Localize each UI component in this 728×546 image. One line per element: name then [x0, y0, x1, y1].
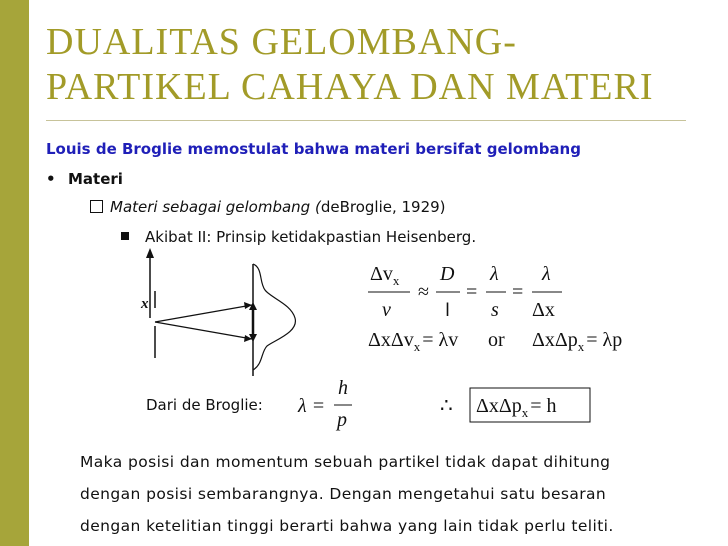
- eq-lambda-num: λ: [490, 263, 499, 285]
- broglie-h: h: [338, 377, 348, 399]
- eq-v-den: v: [382, 299, 391, 321]
- eq-l-den: l: [445, 300, 451, 321]
- ray-lower: [155, 322, 252, 339]
- checkbox-bullet-icon: [90, 200, 103, 213]
- title-line-1: DUALITAS GELOMBANG-: [46, 21, 517, 63]
- bullet-akibat: [121, 228, 476, 246]
- bullet-dot-icon: •: [46, 170, 56, 188]
- subtitle: Louis de Broglie memostulat bahwa materi bersifat gelombang: [46, 140, 581, 158]
- conclusion-paragraph: [80, 446, 720, 542]
- de-broglie-equation: [296, 376, 376, 436]
- slide-title: [46, 20, 726, 110]
- bullet2-italic-text: Materi sebagai gelombang (: [110, 198, 321, 216]
- ray-upper: [155, 305, 252, 322]
- axis-x-label: x: [141, 296, 149, 312]
- eq-approx: ≈: [418, 281, 429, 303]
- bullet3-text: Akibat II: Prinsip ketidakpastian Heisenberg.: [145, 228, 477, 246]
- eq-row2-left: ΔxΔv$_x$ = λv: [368, 329, 459, 354]
- intensity-curve: [253, 264, 295, 370]
- uncertainty-equations: [360, 258, 690, 358]
- title-divider: [46, 120, 686, 121]
- therefore-equation: [438, 382, 598, 428]
- bullet-materi-label: Materi: [68, 170, 123, 188]
- paragraph-line-1: Maka posisi dan momentum sebuah partikel tidak dapat dihitung: [80, 453, 611, 471]
- eq-s-den: s: [491, 299, 499, 321]
- therefore-symbol: ∴: [440, 395, 453, 417]
- eq-row2-or: or: [488, 329, 505, 351]
- square-bullet-icon: [121, 232, 129, 240]
- dari-de-broglie-label: Dari de Broglie:: [146, 396, 263, 414]
- eq-equals-2: =: [512, 281, 524, 303]
- bullet-materi-gelombang: [90, 198, 446, 216]
- broglie-p: p: [337, 409, 347, 431]
- paragraph-line-3: dengan ketelitian tinggi berarti bahwa yang lain tidak perlu teliti.: [80, 517, 614, 535]
- bullet-materi: [46, 170, 123, 188]
- eq-row2-right: ΔxΔp$_x$ = λp: [532, 329, 623, 354]
- axis-arrowhead-icon: [146, 248, 154, 258]
- diffraction-diagram: [135, 246, 335, 376]
- eq-dv-num: $\Delta v_x$: [370, 263, 400, 288]
- broglie-lambda-eq: λ =: [298, 395, 326, 417]
- bullet2-text: deBroglie, 1929): [320, 198, 446, 216]
- therefore-boxed-expr: ΔxΔp$_x$ = h: [476, 395, 557, 420]
- eq-d-num: D: [440, 263, 455, 285]
- title-line-2: PARTIKEL CAHAYA DAN MATERI: [46, 66, 654, 108]
- eq-dx-den: Δx: [532, 299, 555, 321]
- eq-lambda2-num: λ: [542, 263, 551, 285]
- sidebar-accent-bar: [0, 0, 29, 546]
- eq-equals-1: =: [466, 281, 478, 303]
- paragraph-line-2: dengan posisi sembarangnya. Dengan mengetahui satu besaran: [80, 485, 607, 503]
